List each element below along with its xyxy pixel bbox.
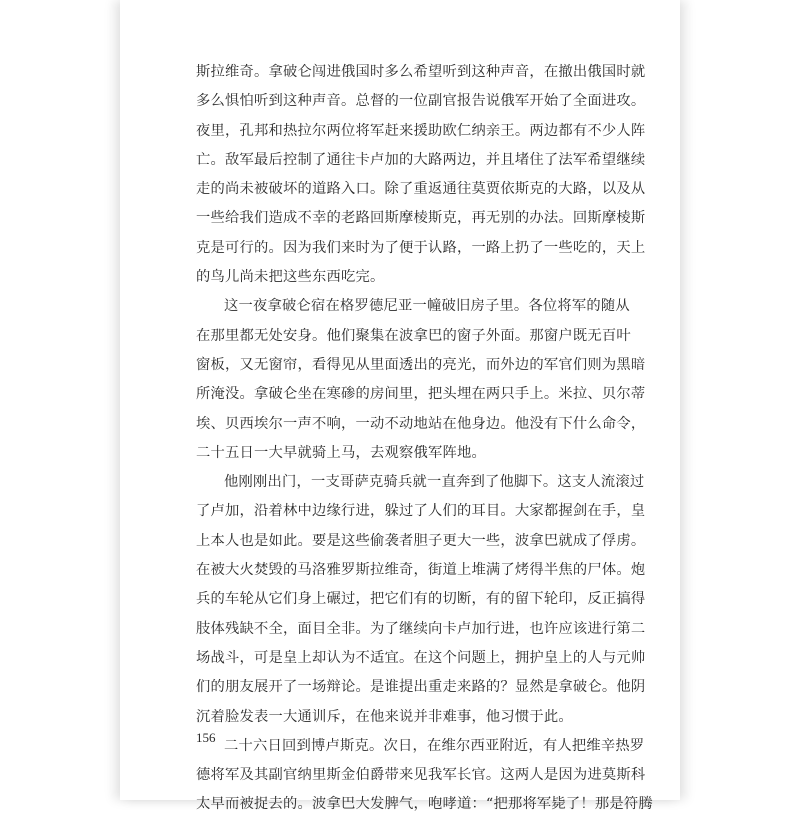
text-line: 太早而被捉去的。波拿巴大发脾气，咆哮道：“把那将军毙了！那是符腾 — [196, 796, 653, 813]
text-line: 二十五日一大早就骑上马，去观察俄军阵地。 — [196, 444, 486, 461]
text-line: 亡。敌军最后控制了通往卡卢加的大路两边，并且堵住了法军希望继续 — [196, 151, 646, 168]
text-line: 肢体残缺不全，面目全非。为了继续向卡卢加行进，也许应该进行第二 — [196, 620, 646, 637]
text-line: 上本人也是如此。要是这些偷袭者胆子更大一些，波拿巴就成了俘虏。 — [196, 532, 646, 549]
page-number: 156 — [196, 730, 216, 745]
text-line: 在被大火焚毁的马洛雅罗斯拉维奇，街道上堆满了烤得半焦的尸体。炮 — [196, 562, 646, 579]
text-line: 的鸟儿尚未把这些东西吃完。 — [196, 269, 385, 286]
text-line: 窗板，又无窗帘，看得见从里面透出的亮光，而外边的军官们则为黑暗 — [196, 356, 646, 373]
text-line: 们的朋友展开了一场辩论。是谁提出重走来路的？显然是拿破仑。他阴 — [196, 679, 646, 696]
paragraph-first-line: 他刚刚出门，一支哥萨克骑兵就一直奔到了他脚下。这支人流滚过 — [224, 474, 645, 491]
text-line: 了卢加，沿着林中边缘行进，躲过了人们的耳目。大家都握剑在手，皇 — [196, 503, 646, 520]
text-line: 夜里，孔邦和热拉尔两位将军赶来援助欧仁纳亲王。两边都有不少人阵 — [196, 122, 646, 139]
text-line: 走的尚未被破坏的道路入口。除了重返通往莫贾依斯克的大路，以及从 — [196, 181, 646, 198]
body-text — [196, 58, 653, 820]
text-line: 沉着脸发表一大通训斥，在他来说并非难事，他习惯于此。 — [196, 708, 573, 725]
text-line: 克是可行的。因为我们来时为了便于认路，一路上扔了一些吃的，天上 — [196, 239, 646, 256]
text-line: 埃、贝西埃尔一声不响，一动不动地站在他身边。他没有下什么命令， — [196, 415, 646, 432]
paragraph-first-line: 二十六日回到博卢斯克。次日，在维尔西亚附近，有人把维辛热罗 — [224, 737, 645, 754]
text-line: 场战斗，可是皇上却认为不适宜。在这个问题上，拥护皇上的人与元帅 — [196, 649, 646, 666]
text-line: 所淹没。拿破仑坐在寒碜的房间里，把头埋在两只手上。米拉、贝尔蒂 — [196, 386, 646, 403]
text-line: 兵的车轮从它们身上碾过，把它们有的切断，有的留下轮印，反正搞得 — [196, 591, 646, 608]
text-line: 多么惧怕听到这种声音。总督的一位副官报告说俄军开始了全面进攻。 — [196, 93, 646, 110]
text-line: 德将军及其副官纳里斯金伯爵带来见我军长官。这两人是因为进莫斯科 — [196, 767, 646, 784]
text-line: 一些给我们造成不幸的老路回斯摩棱斯克，再无别的办法。回斯摩棱斯 — [196, 210, 646, 227]
text-line: 在那里都无处安身。他们聚集在波拿巴的窗子外面。那窗户既无百叶 — [196, 327, 631, 344]
text-line: 斯拉维奇。拿破仑闯进俄国时多么希望听到这种声音，在撤出俄国时就 — [196, 64, 646, 80]
paragraph-first-line: 这一夜拿破仑宿在格罗德尼亚一幢破旧房子里。各位将军的随从 — [224, 298, 630, 315]
